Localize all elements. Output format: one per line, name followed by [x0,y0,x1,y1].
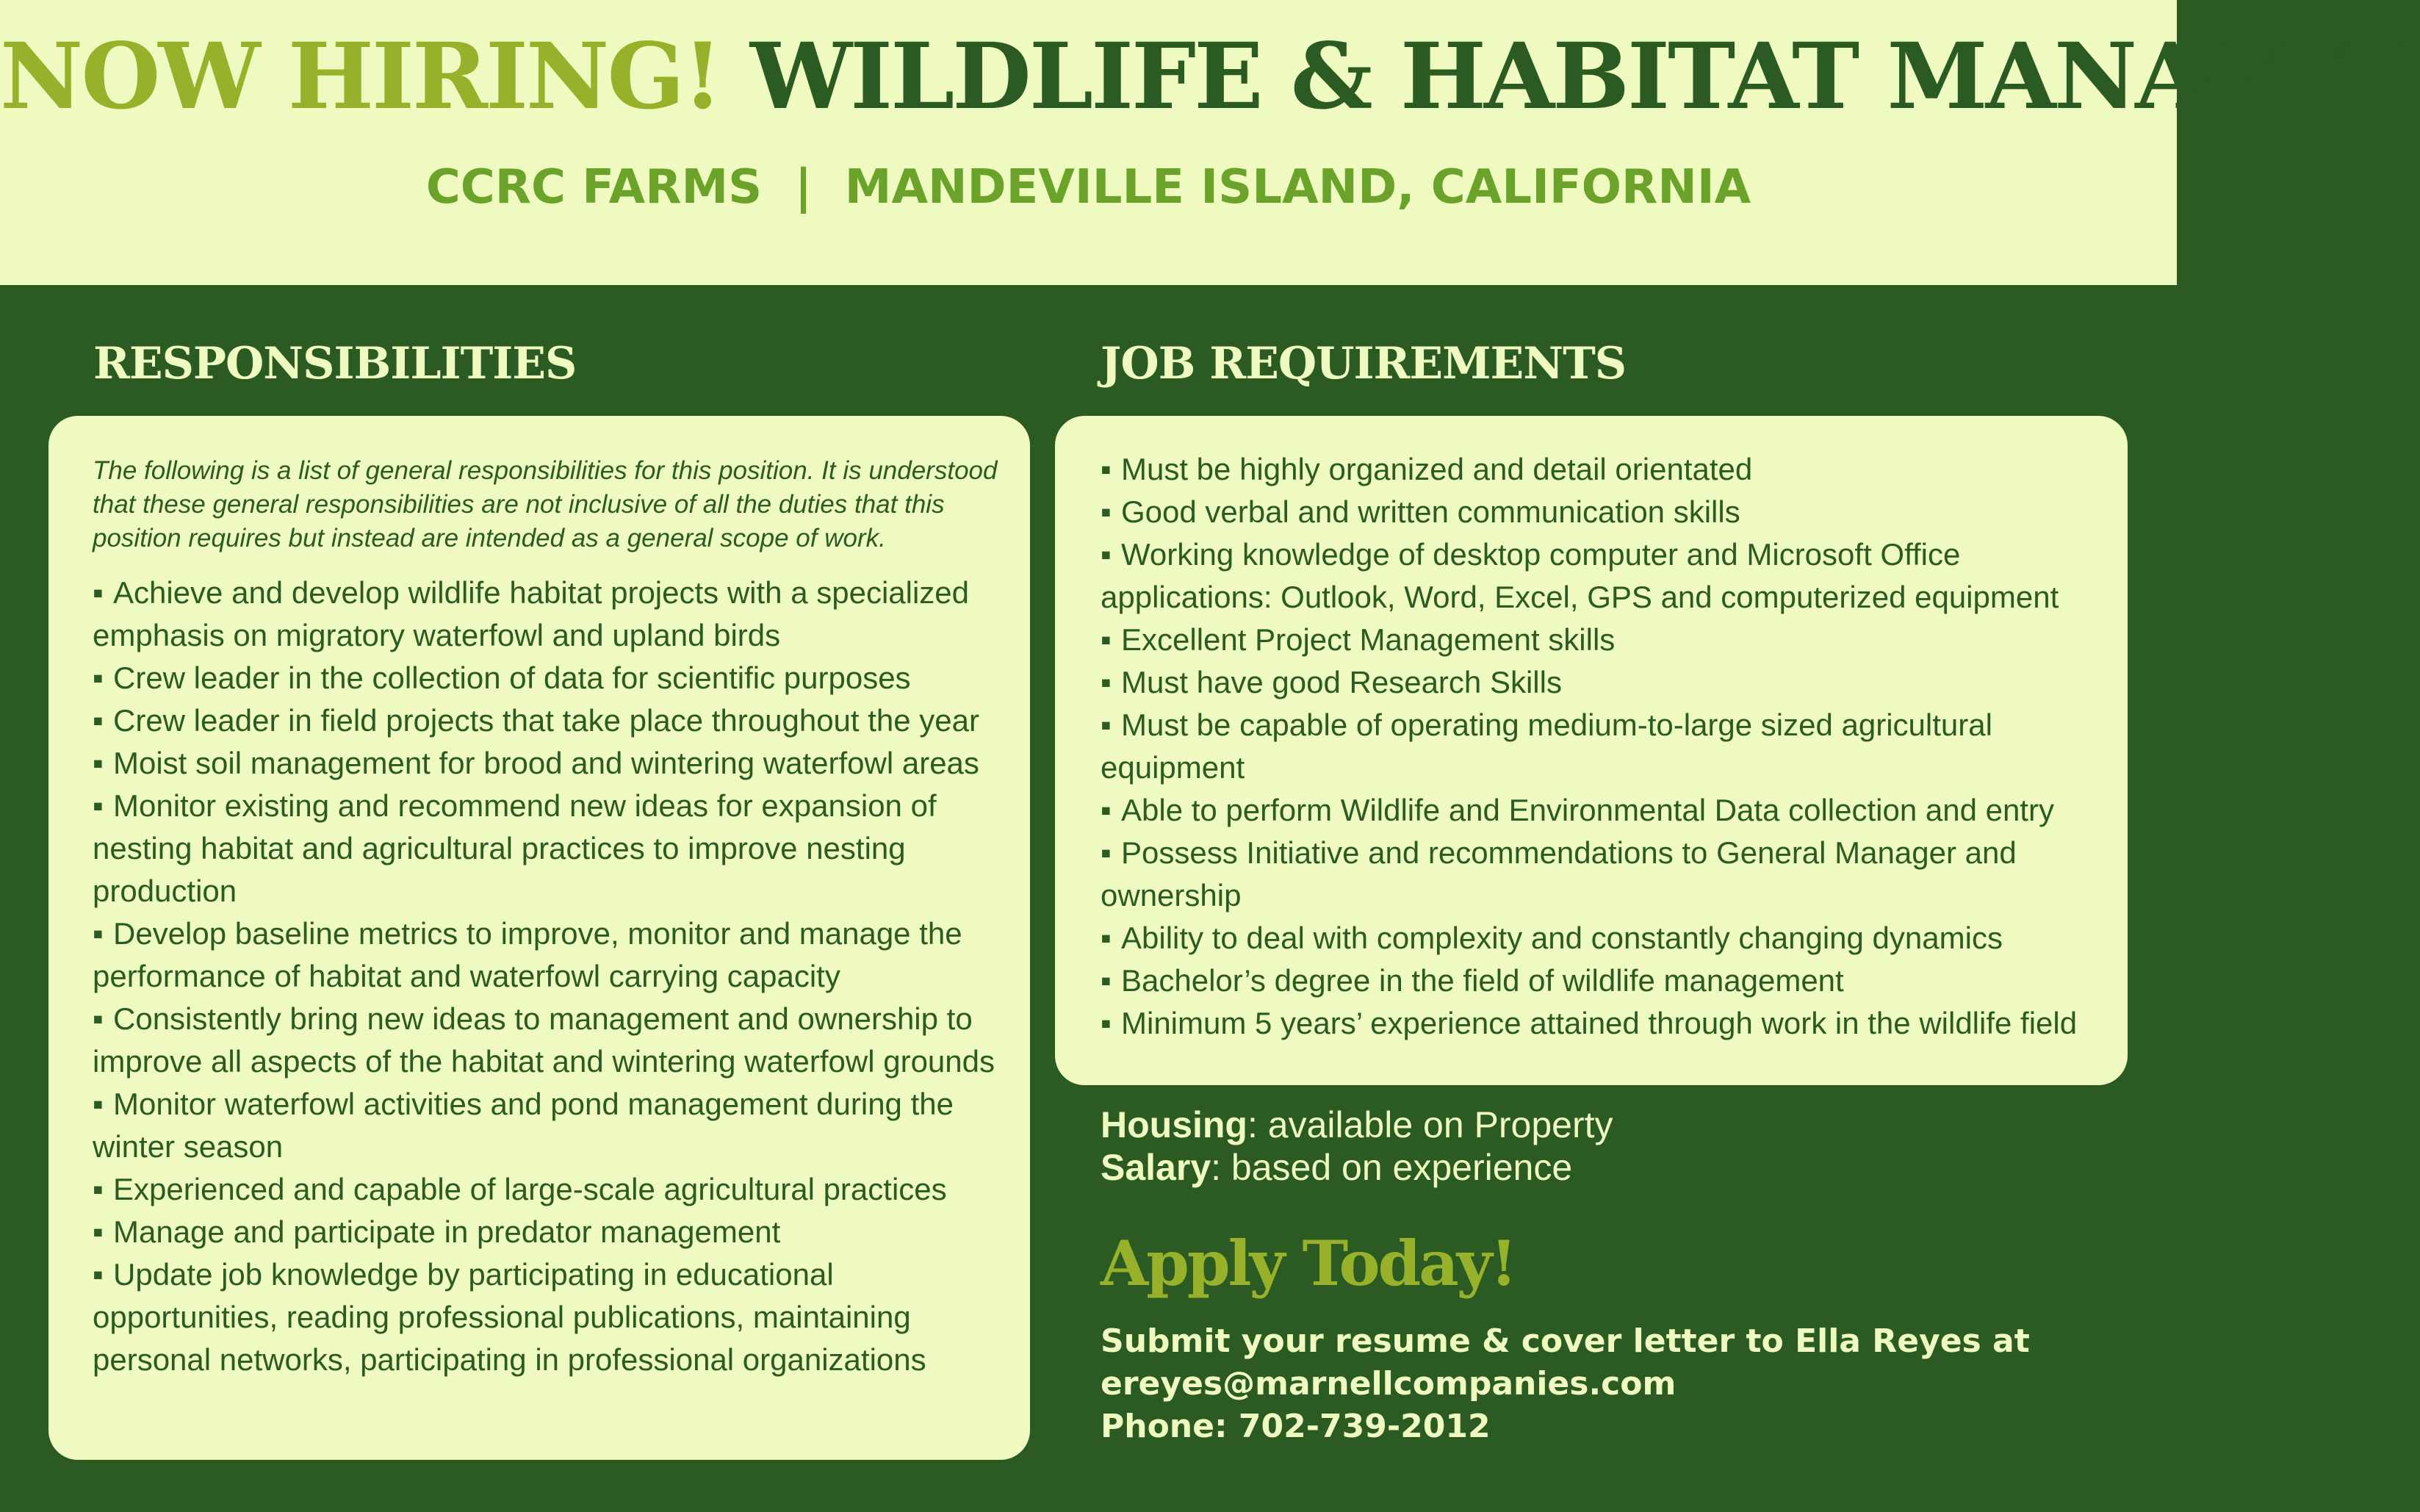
list-item [93,572,1001,657]
requirements-card [1055,416,2128,1085]
list-item-text: Monitor existing and recommend new ideas for expansion of nesting habitat and agricultural practices to improve nesting production [93,788,937,908]
bullet-mark: ▪ [93,788,104,823]
salary-value: : based on experience [1211,1147,1573,1188]
submit-instructions: Submit your resume & cover letter to Ella Reyes at [1101,1322,2030,1360]
list-item [1101,832,2098,917]
apply-heading: Apply Today! [1101,1227,1516,1300]
responsibilities-card [48,416,1030,1460]
list-item-text: Bachelor’s degree in the field of wildlife management [1121,963,1844,998]
list-item-text: Excellent Project Management skills [1121,622,1616,657]
bullet-mark: ▪ [93,746,104,780]
housing-value: : available on Property [1247,1104,1613,1145]
list-item [1101,448,2098,491]
bullet-mark: ▪ [93,1214,104,1249]
list-item [93,785,1001,912]
list-item-text: Able to perform Wildlife and Environmental Data collection and entry [1121,793,2054,827]
salary-line [1101,1146,1613,1189]
bullet-mark: ▪ [1101,665,1112,699]
list-item-text: Crew leader in field projects that take place throughout the year [113,703,980,738]
responsibilities-intro: The following is a list of general responsibilities for this position. It is understood that these general responsibilities are not inclusive of all the duties that this position requires but instead are intended as a general scope of work. [93,456,998,552]
list-item-text: Experienced and capable of large-scale agricultural practices [113,1172,947,1206]
list-item [93,699,1001,742]
bullet-mark: ▪ [93,1257,104,1292]
list-item-text: Develop baseline metrics to improve, monitor and manage the performance of habitat and waterfowl carrying capacity [93,916,962,993]
list-item [93,1211,1001,1253]
list-item-text: Achieve and develop wildlife habitat projects with a specialized emphasis on migratory waterfowl and upland birds [93,575,970,652]
list-item-text: Good verbal and written communication skills [1121,494,1740,529]
bullet-mark: ▪ [93,660,104,695]
list-item [1101,1002,2098,1045]
list-item [1101,491,2098,533]
bullet-mark: ▪ [1101,1006,1112,1040]
salary-label: Salary [1101,1147,1211,1188]
list-item [1101,789,2098,832]
bullet-mark: ▪ [1101,963,1112,998]
list-item [1101,619,2098,661]
list-item [93,1168,1001,1211]
list-item-text: Minimum 5 years’ experience attained through work in the wildlife field [1121,1006,2078,1040]
bullet-mark: ▪ [93,575,104,610]
page-title [0,22,2420,132]
bullet-mark: ▪ [93,916,104,951]
responsibilities-list [93,572,1001,1381]
bullet-mark: ▪ [93,1172,104,1206]
list-item [1101,533,2098,619]
list-item [93,912,1001,998]
list-item [93,998,1001,1083]
list-item-text: Ability to deal with complexity and constantly changing dynamics [1121,921,2003,955]
bullet-mark: ▪ [93,1001,104,1036]
bullet-mark: ▪ [1101,793,1112,827]
list-item-text: Update job knowledge by participating in educational opportunities, reading professional publications, maintaining personal networks, participating in professional organizations [93,1257,926,1377]
contact-block [1101,1320,2030,1448]
list-item-text: Monitor waterfowl activities and pond management during the winter season [93,1087,954,1164]
list-item [1101,917,2098,960]
bullet-mark: ▪ [1101,835,1112,870]
responsibilities-heading: RESPONSIBILITIES [93,338,577,389]
list-item-text: Must have good Research Skills [1121,665,1562,699]
bullet-mark: ▪ [1101,708,1112,742]
list-item-text: Consistently bring new ideas to management and ownership to improve all aspects of the habitat and wintering waterfowl grounds [93,1001,995,1079]
list-item-text: Must be highly organized and detail orientated [1121,452,1753,486]
housing-label: Housing [1101,1104,1247,1145]
bullet-mark: ▪ [1101,921,1112,955]
job-title: WILDLIFE & HABITAT MANAGER [749,24,2420,130]
requirements-heading: JOB REQUIREMENTS [1101,338,1627,389]
bullet-mark: ▪ [93,703,104,738]
list-item-text: Must be capable of operating medium-to-large sized agricultural equipment [1101,708,1992,785]
requirements-list [1101,448,2098,1045]
bullet-mark: ▪ [1101,537,1112,572]
list-item [1101,661,2098,704]
bullet-mark: ▪ [1101,452,1112,486]
list-item [93,1083,1001,1168]
list-item-text: Crew leader in the collection of data for scientific purposes [113,660,911,695]
company-location: CCRC FARMS | MANDEVILLE ISLAND, CALIFORNIA [425,160,1751,215]
contact-email[interactable]: ereyes@marnellcompanies.com [1101,1365,1677,1403]
job-info [1101,1104,1613,1189]
housing-line [1101,1104,1613,1146]
list-item [1101,704,2098,789]
list-item [1101,960,2098,1002]
list-item-text: Moist soil management for brood and wintering waterfowl areas [113,746,979,780]
bullet-mark: ▪ [93,1087,104,1121]
contact-phone: Phone: 702-739-2012 [1101,1408,1491,1445]
bullet-mark: ▪ [1101,622,1112,657]
bullet-mark: ▪ [1101,494,1112,529]
header-banner [0,0,2420,285]
list-item [93,1253,1001,1381]
list-item-text: Possess Initiative and recommendations to General Manager and ownership [1101,835,2017,912]
list-item-text: Manage and participate in predator management [113,1214,781,1249]
list-item [93,657,1001,699]
now-hiring-label: NOW HIRING! [0,24,721,130]
list-item-text: Working knowledge of desktop computer and Microsoft Office applications: Outlook, Word, Excel, GPS and computerized equipment [1101,537,2059,614]
list-item [93,742,1001,785]
